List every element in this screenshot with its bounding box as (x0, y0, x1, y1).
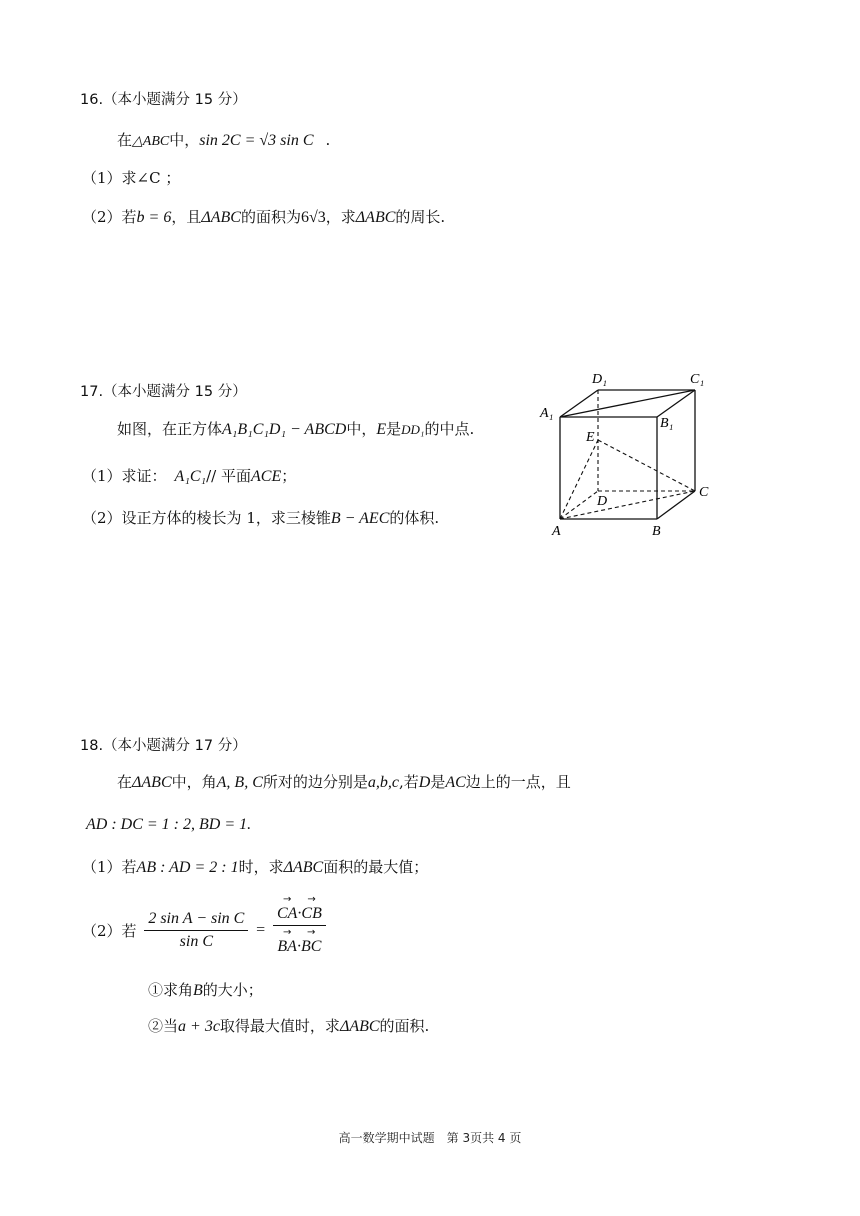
q16-header: 16.（本小题满分 15 分） (80, 92, 247, 108)
q18-stem-f: a,b,c (367, 774, 399, 791)
q17-stem (117, 419, 474, 440)
label-c: C (699, 485, 709, 500)
q18-frac-right-den (273, 926, 326, 956)
q16-p2-b: b = 6 (136, 209, 172, 226)
q18-stem-a: 在 (117, 773, 133, 791)
q18-condition: AD : DC = 1 : 2, BD = 1. (86, 816, 252, 833)
q16-triangle: △ABC (132, 134, 170, 149)
q18-stem-i: 是 (430, 773, 446, 791)
q18-frac-eq: = (256, 921, 266, 939)
q17-point-e: E (376, 421, 387, 438)
q17-p2-a: （2）设正方体的棱长为 1，求三棱锥 (82, 509, 331, 527)
q18-stem (117, 772, 571, 793)
q18-p1-d: ΔABC (283, 859, 324, 876)
q16-p2-f: 6√3 (300, 209, 326, 226)
vec-bc: → BC (301, 938, 321, 956)
cube-figure (530, 365, 730, 545)
dot-2: · (296, 938, 301, 955)
line-a-c (560, 491, 695, 519)
q16-p2-d: ΔABC (201, 209, 241, 226)
line-a-e (560, 440, 598, 519)
label-e: E (586, 430, 595, 445)
line-e-c (598, 440, 695, 491)
q17-stem-c: 中， (346, 420, 377, 438)
q16-p2-i: 的周长. (395, 208, 446, 226)
label-a: A (552, 524, 561, 539)
q17-p1-e: ； (281, 467, 297, 485)
label-d1: D₁ (592, 372, 607, 387)
q18-p1-a: （1）若 (82, 858, 137, 876)
q18-p2-a: （2）若 (82, 922, 137, 940)
q18-sub1-c: 的大小； (202, 981, 263, 999)
q17-stem-g: 的中点. (424, 420, 475, 438)
q18-header: 18.（本小题满分 17 分） (80, 738, 247, 754)
label-b1: B₁ (660, 416, 674, 431)
q16-p2-h: ΔABC (355, 209, 396, 226)
label-a1: A₁ (540, 406, 554, 421)
page-footer: 高一数学期中试题 第 3页共 4 页 (338, 1131, 522, 1145)
q18-stem-d: A, B, C (216, 774, 263, 791)
q18-stem-e: 所对的边分别是 (262, 773, 368, 791)
q18-sub2-a: ②当 (148, 1017, 179, 1035)
q17-header: 17.（本小题满分 15 分） (80, 384, 247, 400)
q18-sub1-a: ①求角 (148, 981, 194, 999)
q16-stem (117, 130, 330, 152)
q17-stem-a: 如图，在正方体 (117, 420, 223, 438)
q18-frac-left-num: 2 sin A − sin C (144, 910, 248, 931)
q18-stem-c: 中，角 (171, 773, 217, 791)
q17-edge: DD₁ (401, 422, 425, 437)
q18-sub2 (148, 1016, 429, 1037)
q18-p1-e: 面积的最大值； (323, 858, 429, 876)
label-d: D (597, 494, 608, 509)
q18-frac-left-den: sin C (179, 933, 213, 950)
q16-p2-c: ，且 (171, 208, 202, 226)
q16-p2-a: （2）若 (82, 208, 137, 226)
q17-p2-c: 的体积. (389, 509, 440, 527)
vec-ca: → CA (277, 905, 297, 923)
q17-p1-b: A₁C₁ (174, 468, 207, 485)
dot-1: · (297, 905, 302, 922)
q17-cube-name: A₁B₁C₁D₁ − ABCD (222, 421, 347, 438)
label-b: B (652, 524, 661, 539)
q16-stem-mid: 中， (169, 131, 200, 149)
q17-part2 (82, 508, 439, 529)
q18-sub1-b: B (193, 982, 203, 999)
q17-p1-c: // 平面 (206, 467, 252, 485)
q17-p1-a: （1）求证： (82, 467, 167, 485)
q18-part1 (82, 857, 428, 878)
q17-part1 (82, 466, 296, 487)
q16-part2 (82, 207, 445, 228)
q17-p2-b: B − AEC (330, 510, 390, 527)
q18-sub1 (148, 980, 263, 1001)
q16-p2-e: 的面积为 (240, 208, 301, 226)
q16-equation: sin 2C = √3 sin C (199, 132, 314, 149)
q18-frac-right-num (273, 905, 326, 926)
vec-cb: → CB (301, 905, 321, 923)
q16-p2-g: ，求 (325, 208, 356, 226)
q18-sub2-e: 的面积. (379, 1017, 430, 1035)
q16-stem-end: . (325, 131, 331, 149)
vec-ba: → BA (277, 938, 297, 956)
diag-a1-c1 (560, 390, 695, 417)
q18-stem-k: 边上的一点，且 (465, 773, 571, 791)
edge-a-d (560, 491, 598, 519)
q18-p1-b: AB : AD = 2 : 1 (136, 859, 239, 876)
q17-stem-e: 是 (386, 420, 402, 438)
q18-stem-h: D (418, 774, 431, 791)
q18-stem-j: AC (445, 774, 466, 791)
q16-part1: （1）求∠C ； (82, 169, 181, 187)
q18-part2 (82, 905, 329, 956)
q17-p1-d: ACE (251, 468, 282, 485)
q18-sub2-d: ΔABC (339, 1018, 380, 1035)
q18-stem-g: ,若 (398, 773, 419, 791)
label-c1: C₁ (690, 372, 705, 387)
q18-sub2-b: a + 3c (178, 1018, 220, 1035)
q18-frac-left (144, 910, 248, 951)
q18-sub2-c: 取得最大值时，求 (219, 1017, 340, 1035)
q18-stem-b: ΔABC (132, 774, 172, 791)
q18-p1-c: 时，求 (238, 858, 284, 876)
q18-frac-right (273, 905, 326, 956)
edge-b-c (657, 491, 695, 519)
q16-stem-prefix: 在 (117, 131, 133, 149)
